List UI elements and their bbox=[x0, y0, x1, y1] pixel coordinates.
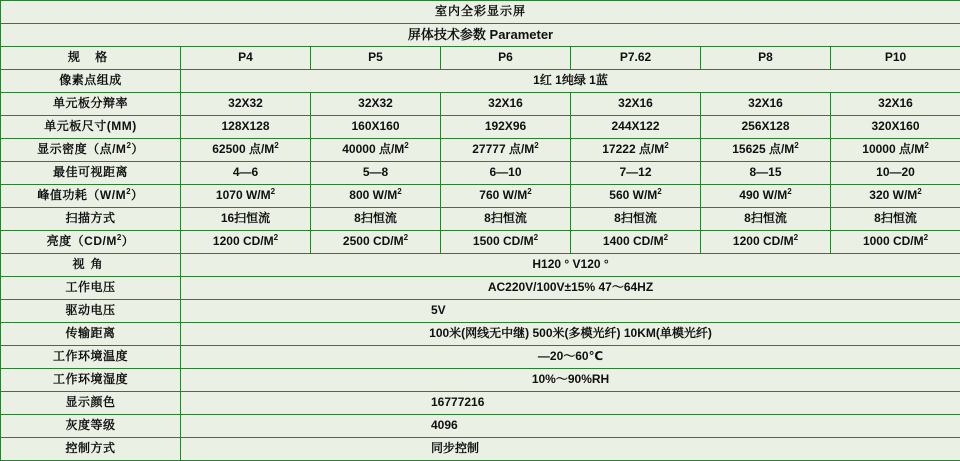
row-value: 1400 $CD/M^2$ bbox=[571, 231, 701, 254]
table-row bbox=[1, 277, 960, 300]
header-model-p10: P10 bbox=[831, 47, 960, 70]
table-row bbox=[1, 116, 960, 139]
row-value: AC220V/100V±15% 47～64HZ bbox=[181, 277, 960, 300]
row-label: 扫描方式 bbox=[1, 208, 181, 231]
row-value: 4—6 bbox=[181, 162, 311, 185]
row-value: 8扫恒流 bbox=[831, 208, 960, 231]
row-value: 490 $W/M^2$ bbox=[701, 185, 831, 208]
row-value: 1500 $CD/M^2$ bbox=[441, 231, 571, 254]
row-label: 单元板尺寸(MM) bbox=[1, 116, 181, 139]
table-row bbox=[1, 415, 960, 438]
row-label: 单元板分辩率 bbox=[1, 93, 181, 116]
row-label: 显示颜色 bbox=[1, 392, 181, 415]
row-value: 5V bbox=[181, 300, 960, 323]
row-value: 560 $W/M^2$ bbox=[571, 185, 701, 208]
row-value: 760 $W/M^2$ bbox=[441, 185, 571, 208]
row-label: 峰值功耗$(W/M^2)$ bbox=[1, 185, 181, 208]
subtitle-row bbox=[1, 24, 960, 47]
table-row bbox=[1, 438, 960, 461]
header-model-p5: P5 bbox=[311, 47, 441, 70]
row-label: 传输距离 bbox=[1, 323, 181, 346]
row-value: 8扫恒流 bbox=[701, 208, 831, 231]
row-value: 10%～90%RH bbox=[181, 369, 960, 392]
row-label: 工作环境温度 bbox=[1, 346, 181, 369]
table-row bbox=[1, 139, 960, 162]
row-value: 8—15 bbox=[701, 162, 831, 185]
header-model-p4: P4 bbox=[181, 47, 311, 70]
row-value: 10000 点$/M^2$ bbox=[831, 139, 960, 162]
row-label: 亮度$(CD/M^2)$ bbox=[1, 231, 181, 254]
row-value: 320 $W/M^2$ bbox=[831, 185, 960, 208]
row-value: 32X32 bbox=[311, 93, 441, 116]
row-value: 32X16 bbox=[831, 93, 960, 116]
row-value: 192X96 bbox=[441, 116, 571, 139]
table-row bbox=[1, 185, 960, 208]
row-value: 8扫恒流 bbox=[441, 208, 571, 231]
row-label: 驱动电压 bbox=[1, 300, 181, 323]
table-row bbox=[1, 254, 960, 277]
row-value: 800 $W/M^2$ bbox=[311, 185, 441, 208]
row-value: 6—10 bbox=[441, 162, 571, 185]
row-value: 16777216 bbox=[181, 392, 960, 415]
header-model-p6: P6 bbox=[441, 47, 571, 70]
row-value: H120 ° V120 ° bbox=[181, 254, 960, 277]
row-label: 像素点组成 bbox=[1, 70, 181, 93]
row-label: 工作电压 bbox=[1, 277, 181, 300]
row-value: 256X128 bbox=[701, 116, 831, 139]
title-row bbox=[1, 1, 960, 24]
row-value: 15625 点$/M^2$ bbox=[701, 139, 831, 162]
row-value: 1200 $CD/M^2$ bbox=[181, 231, 311, 254]
table-row bbox=[1, 231, 960, 254]
row-value: 同步控制 bbox=[181, 438, 960, 461]
header-row bbox=[1, 47, 960, 70]
row-value: 27777 点$/M^2$ bbox=[441, 139, 571, 162]
table-row bbox=[1, 392, 960, 415]
row-value: 160X160 bbox=[311, 116, 441, 139]
table-row bbox=[1, 70, 960, 93]
row-value: 8扫恒流 bbox=[571, 208, 701, 231]
row-label: 工作环境湿度 bbox=[1, 369, 181, 392]
row-value: —20～60℃ bbox=[181, 346, 960, 369]
row-label: 最佳可视距离 bbox=[1, 162, 181, 185]
document-subtitle: 屏体技术参数 Parameter bbox=[1, 24, 960, 47]
row-value: 7—12 bbox=[571, 162, 701, 185]
table-body bbox=[1, 1, 960, 461]
row-label: 控制方式 bbox=[1, 438, 181, 461]
row-value: 40000 点$/M^2$ bbox=[311, 139, 441, 162]
row-value: 32X32 bbox=[181, 93, 311, 116]
table-row bbox=[1, 93, 960, 116]
table-row bbox=[1, 300, 960, 323]
row-value: 32X16 bbox=[701, 93, 831, 116]
header-model-p762: P7.62 bbox=[571, 47, 701, 70]
row-value: 5—8 bbox=[311, 162, 441, 185]
row-value: 10—20 bbox=[831, 162, 960, 185]
header-model-p8: P8 bbox=[701, 47, 831, 70]
row-label: 显示密度（点$/M^2$） bbox=[1, 139, 181, 162]
row-value: 16扫恒流 bbox=[181, 208, 311, 231]
table-row bbox=[1, 369, 960, 392]
table-row bbox=[1, 323, 960, 346]
row-value: 1红 1纯绿 1蓝 bbox=[181, 70, 960, 93]
row-value: 128X128 bbox=[181, 116, 311, 139]
row-value: 320X160 bbox=[831, 116, 960, 139]
row-label: 灰度等级 bbox=[1, 415, 181, 438]
row-value: 62500 点$/M^2$ bbox=[181, 139, 311, 162]
row-value: 1200 $CD/M^2$ bbox=[701, 231, 831, 254]
row-value: 1000 $CD/M^2$ bbox=[831, 231, 960, 254]
document-title: 室内全彩显示屏 bbox=[1, 1, 960, 24]
row-value: 17222 点$/M^2$ bbox=[571, 139, 701, 162]
row-value: 1070 $W/M^2$ bbox=[181, 185, 311, 208]
header-spec-label: 规 格 bbox=[1, 47, 181, 70]
row-value: 100米(网线无中继) 500米(多模光纤) 10KM(单模光纤) bbox=[181, 323, 960, 346]
row-value: 8扫恒流 bbox=[311, 208, 441, 231]
table-row bbox=[1, 208, 960, 231]
row-label: 视角 bbox=[1, 254, 181, 277]
table-row bbox=[1, 346, 960, 369]
row-value: 2500 $CD/M^2$ bbox=[311, 231, 441, 254]
row-value: 32X16 bbox=[571, 93, 701, 116]
row-value: 32X16 bbox=[441, 93, 571, 116]
table-row bbox=[1, 162, 960, 185]
row-value: 244X122 bbox=[571, 116, 701, 139]
row-value: 4096 bbox=[181, 415, 960, 438]
